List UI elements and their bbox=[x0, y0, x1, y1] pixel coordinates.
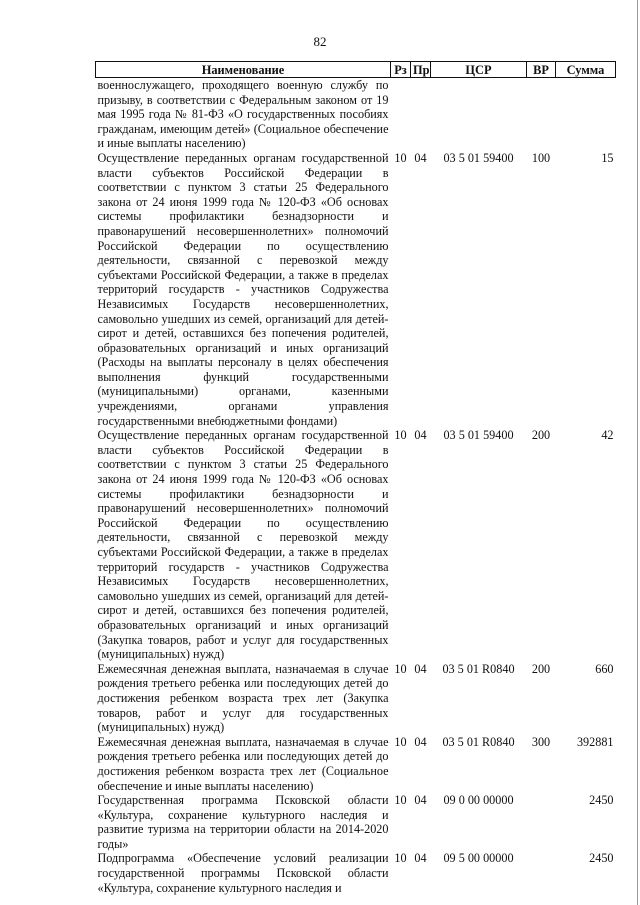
table-row bbox=[96, 662, 616, 735]
row-rz: 10 bbox=[394, 150, 407, 165]
row-sum: 42 bbox=[601, 428, 614, 443]
row-name: Государственная программа Псковской области «Культура, сохранение культурного наследия и развитие туризма на территории области на 2014-2020 годы» bbox=[97, 793, 389, 851]
row-rz: 10 bbox=[394, 851, 407, 866]
row-vr bbox=[527, 793, 556, 851]
row-pr: 04 bbox=[414, 734, 427, 749]
table-row bbox=[96, 151, 616, 428]
row-sum: 2450 bbox=[589, 851, 614, 866]
row-vr: 200 bbox=[531, 428, 551, 443]
row-sum: 392881 bbox=[576, 734, 614, 749]
row-name: Осуществление переданных органам государственной власти субъектов Российской Федерации в соответствии с пунктом 3 статьи 25 Федерального закона от 24 июня 1999 года № 120-ФЗ «Об основах системы профилактики безнадзорности и правонарушений несовершеннолетних» полномочий Российской Федерации по осуществлению деятельности, связанной с перевозкой между субъектами Российской Федерации, а также в пределах территорий государств - участников Содружества Независимых Государств несовершеннолетних, самовольно ушедших из семей, организаций для детей-сирот и детей, оставшихся без попечения родителей, образовательных организаций и иных организаций (Расходы на выплаты персоналу в целях обеспечения выполнения функций государственными (муниципальными) органами, казенными учреждениями, органами управления государственными внебюджетными фондами) bbox=[97, 150, 389, 428]
row-pr: 04 bbox=[414, 793, 427, 808]
row-vr bbox=[527, 851, 556, 895]
table-row bbox=[96, 78, 616, 151]
row-rz: 10 bbox=[394, 734, 407, 749]
row-csr: 03 5 01 R0840 bbox=[442, 661, 515, 676]
row-pr: 04 bbox=[414, 661, 427, 676]
row-vr: 200 bbox=[531, 661, 551, 676]
row-sum: 2450 bbox=[589, 793, 614, 808]
row-pr: 04 bbox=[414, 428, 427, 443]
row-pr bbox=[411, 78, 431, 151]
header-csr: ЦСР bbox=[431, 62, 527, 78]
budget-table bbox=[95, 61, 616, 895]
row-vr: 100 bbox=[531, 150, 551, 165]
row-rz: 10 bbox=[394, 661, 407, 676]
scan-edge-line bbox=[637, 0, 638, 905]
row-name: Ежемесячная денежная выплата, назначаемая в случае рождения третьего ребенка или последующих детей до достижения ребенком возраста трех лет (Закупка товаров, работ и услуг для государственных (муниципальных) нужд) bbox=[97, 661, 389, 735]
row-csr: 03 5 01 R0840 bbox=[442, 734, 515, 749]
header-vr: ВР bbox=[527, 62, 556, 78]
header-name: Наименование bbox=[96, 62, 391, 78]
row-sum: 15 bbox=[601, 150, 614, 165]
row-csr: 03 5 01 59400 bbox=[443, 428, 514, 443]
row-rz: 10 bbox=[394, 428, 407, 443]
row-pr: 04 bbox=[414, 150, 427, 165]
table-header-row bbox=[96, 62, 616, 78]
row-name: Подпрограмма «Обеспечение условий реализации государственной программы Псковской области «Культура, сохранение культурного наследия и bbox=[97, 851, 389, 895]
table-row bbox=[96, 851, 616, 895]
row-name: военнослужащего, проходящего военную службу по призыву, в соответствии с Федеральным законом от 19 мая 1995 года № 81-ФЗ «О государственных пособиях гражданам, имеющим детей» (Социальное обеспечение и иные выплаты населению) bbox=[97, 78, 389, 151]
table-row bbox=[96, 793, 616, 851]
row-sum: 660 bbox=[595, 661, 614, 676]
header-rz: Рз bbox=[391, 62, 411, 78]
row-vr bbox=[527, 78, 556, 151]
row-csr bbox=[431, 78, 527, 151]
table-row bbox=[96, 735, 616, 793]
row-csr: 09 0 00 00000 bbox=[443, 793, 514, 808]
header-sum: Сумма bbox=[556, 62, 616, 78]
row-sum bbox=[556, 78, 616, 151]
row-csr: 03 5 01 59400 bbox=[443, 150, 514, 165]
page-number: 82 bbox=[313, 34, 327, 49]
row-name: Ежемесячная денежная выплата, назначаемая в случае рождения третьего ребенка или последующих детей до достижения ребенком возраста трех лет (Социальное обеспечение и иные выплаты населению) bbox=[97, 734, 389, 793]
row-rz: 10 bbox=[394, 793, 407, 808]
row-name: Осуществление переданных органам государственной власти субъектов Российской Федерации в соответствии с пунктом 3 статьи 25 Федерального закона от 24 июня 1999 года № 120-ФЗ «Об основах системы профилактики безнадзорности и правонарушений несовершеннолетних» полномочий Российской Федерации по осуществлению деятельности, связанной с перевозкой между субъектами Российской Федерации, а также в пределах территорий государств - участников Содружества Независимых Государств несовершеннолетних, самовольно ушедших из семей, организаций для детей-сирот и детей, оставшихся без попечения родителей, образовательных организаций и иных организаций (Закупка товаров, работ и услуг для государственных (муниципальных) нужд) bbox=[97, 428, 389, 662]
row-csr: 09 5 00 00000 bbox=[443, 851, 514, 866]
row-pr: 04 bbox=[414, 851, 427, 866]
row-rz bbox=[391, 78, 411, 151]
table-row bbox=[96, 428, 616, 662]
header-pr: Пр bbox=[411, 62, 431, 78]
row-vr: 300 bbox=[531, 734, 551, 749]
